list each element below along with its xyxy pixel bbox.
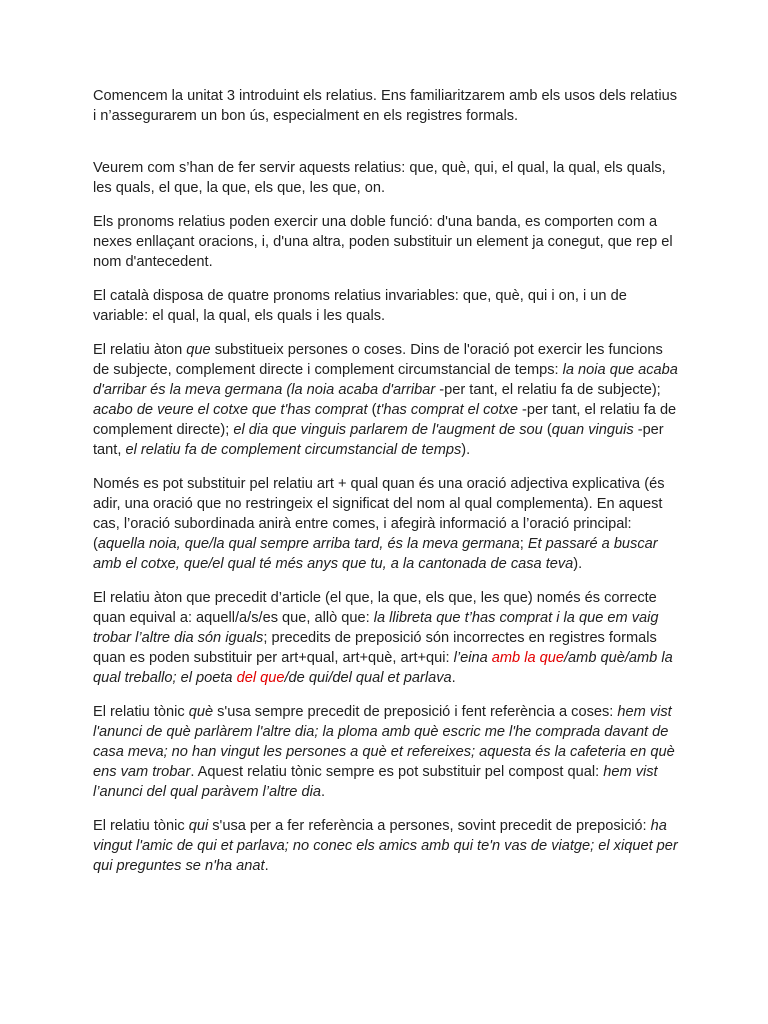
text-run: El relatiu tònic: [93, 704, 189, 720]
text-run: -per tant, el relatiu fa de subjecte);: [435, 382, 661, 398]
text-run: ).: [461, 442, 471, 458]
text-run: El relatiu tònic: [93, 818, 189, 834]
italic-example-run: l’eina: [453, 650, 492, 666]
paragraph-double-function: [93, 212, 678, 272]
text-run: Els pronoms relatius poden exercir una doble funció: d'una banda, es comporten com a nexes enllaçant oracions, i, d'una altra, poden substituir un element ja conegut, que rep el nom d'antecedent.: [93, 214, 673, 270]
text-run: s'usa sempre precedit de preposició i fent referència a coses:: [213, 704, 618, 720]
italic-example-run: Et passaré a buscar amb el cotxe, que/el qual té més anys que tu, a la cantonada de casa teva: [93, 536, 658, 572]
text-run: (: [542, 422, 552, 438]
italic-example-run: t'has comprat el cotxe: [376, 402, 518, 418]
text-run: El relatiu àton que precedit d’article (el que, la que, els que, les que) només és correcte quan equival a: aquell/a/s/es que, allò que:: [93, 590, 657, 626]
italic-example-run: què: [188, 704, 214, 720]
text-run: -per tant,: [93, 422, 664, 458]
document-body: [93, 86, 678, 876]
text-run: -per tant, el relatiu fa de complement directe);: [93, 402, 677, 438]
paragraph-qui-tonic: [93, 816, 678, 876]
highlighted-text-run: amb la que: [491, 650, 564, 666]
text-run: ;: [519, 536, 528, 552]
text-run: .: [264, 858, 269, 874]
highlighted-text-run: del que: [236, 670, 285, 686]
text-run: ).: [573, 556, 583, 572]
italic-example-run: la llibreta que t’has comprat i la que em vaig trobar l’altre dia són iguals: [93, 610, 659, 646]
text-run: .: [451, 670, 456, 686]
text-run: El relatiu àton: [93, 342, 187, 358]
text-run: ; precedits de preposició són incorrectes en registres formals quan es poden substituir per art+qual, art+què, art+qui:: [93, 630, 657, 666]
paragraph-que-tonic: [93, 702, 678, 802]
text-run: (: [367, 402, 377, 418]
text-run: s'usa per a fer referència a persones, sovint precedit de preposició:: [208, 818, 651, 834]
italic-example-run: la noia que acaba d'arribar és la meva germana (la noia acaba d'arribar: [93, 362, 678, 398]
italic-example-run: el relatiu fa de complement circumstancial de temps: [125, 442, 462, 458]
italic-example-run: qui: [188, 818, 209, 834]
italic-example-run: el dia que vinguis parlarem de l'augment de sou: [233, 422, 543, 438]
paragraph-art-qual: [93, 474, 678, 574]
italic-example-run: /amb què/amb la qual treballo; el poeta: [93, 650, 673, 686]
italic-example-run: aquella noia, que/la qual sempre arriba tard, és la meva germana: [97, 536, 520, 552]
text-run: . Aquest relatiu tònic sempre es pot substituir pel compost qual:: [190, 764, 604, 780]
italic-example-run: /de qui/del qual et parlava: [284, 670, 452, 686]
text-run: Veurem com s’han de fer servir aquests relatius: que, què, qui, el qual, la qual, els quals, les quals, el que, la que, els que, les que, on.: [93, 160, 666, 196]
paragraph-invariable-pronouns: [93, 286, 678, 326]
italic-example-run: que: [186, 342, 211, 358]
paragraph-que-article: [93, 588, 678, 688]
paragraph-intro: [93, 86, 678, 126]
paragraph-relatives-list: [93, 158, 678, 198]
italic-example-run: acabo de veure el cotxe que t'has comprat: [93, 402, 368, 418]
text-run: substitueix persones o coses. Dins de l'oració pot exercir les funcions de subjecte, complement directe i complement circumstancial de temps:: [93, 342, 663, 378]
italic-example-run: ha vingut l'amic de qui et parlava; no conec els amics amb qui te'n vas de viatge; el xiquet per qui preguntes se n'ha anat: [93, 818, 678, 874]
text-run: Només es pot substituir pel relatiu art + qual quan és una oració adjectiva explicativa (és adir, una oració que no restringeix el significat del nom al qual complementa). En aquest cas, l’oració subordinada anirà entre comes, i afegirà informació a l’oració principal: (: [93, 476, 665, 552]
text-run: .: [320, 784, 326, 800]
italic-example-run: hem vist l’anunci del qual paràvem l’altre dia: [93, 764, 658, 800]
italic-example-run: hem vist l'anunci de què parlàrem l'altre dia; la ploma amb què escric me l'he comprada davant de casa meva; no han vingut les persones a què et refereixes; aquesta és la cafeteria en què ens vam trobar: [93, 704, 675, 780]
italic-example-run: quan vinguis: [551, 422, 634, 438]
paragraph-que-aton: [93, 340, 678, 460]
text-run: El català disposa de quatre pronoms relatius invariables: que, què, qui i on, i un de variable: el qual, la qual, els quals i les quals.: [93, 288, 627, 324]
text-run: Comencem la unitat 3 introduint els relatius. Ens familiaritzarem amb els usos dels relatius i n’assegurarem un bon ús, especialment en els registres formals.: [93, 88, 677, 124]
